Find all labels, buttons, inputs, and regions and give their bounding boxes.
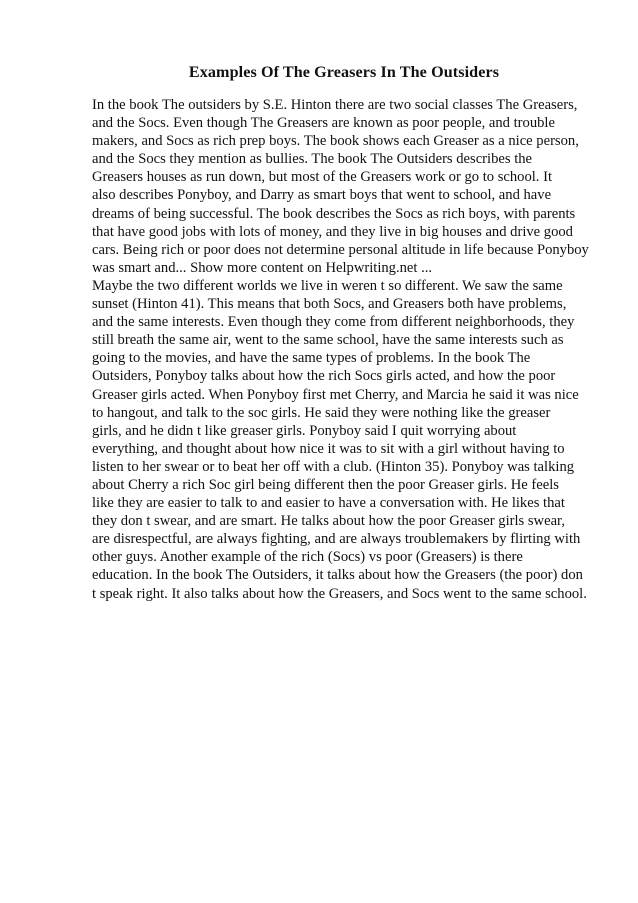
text-line: everything, and thought about how nice it was to sit with a girl without having to — [92, 440, 565, 457]
text-line: dreams of being successful. The book describes the Socs as rich boys, with parents — [92, 205, 576, 222]
text-line: like they are easier to talk to and easier to have a conversation with. He likes that — [92, 495, 565, 512]
text-line: going to the movies, and have the same types of problems. In the book The — [92, 350, 531, 367]
text-line: and the Socs. Even though The Greasers are known as poor people, and trouble — [92, 115, 555, 132]
text-line: Greasers houses as run down, but most of the Greasers work or go to school. It — [92, 169, 553, 186]
text-line: t speak right. It also talks about how the Greasers, and Socs went to the same school. — [92, 585, 587, 602]
text-line: cars. Being rich or poor does not determine personal altitude in life because Ponyboy — [92, 241, 589, 258]
text-line: and the same interests. Even though they come from different neighborhoods, they — [92, 314, 575, 331]
text-line: still breath the same air, went to the same school, have the same interests such as — [92, 332, 564, 349]
text-line: listen to her swear or to beat her off with a club. (Hinton 35). Ponyboy was talking — [92, 458, 575, 475]
text-line: Greaser girls acted. When Ponyboy first met Cherry, and Marcia he said it was nice — [92, 386, 579, 403]
text-line: also describes Ponyboy, and Darry as smart boys that went to school, and have — [92, 187, 552, 204]
text-line: they don t swear, and are smart. He talks about how the poor Greaser girls swear, — [92, 513, 565, 530]
text-line: and the Socs they mention as bullies. The book The Outsiders describes the — [92, 151, 533, 168]
text-line: education. In the book The Outsiders, it talks about how the Greasers (the poor) don — [92, 567, 583, 584]
text-line: Outsiders, Ponyboy talks about how the rich Socs girls acted, and how the poor — [92, 368, 556, 385]
text-line: to hangout, and talk to the soc girls. He said they were nothing like the greaser — [92, 404, 551, 421]
text-line: girls, and he didn t like greaser girls. Ponyboy said I quit worrying about — [92, 422, 517, 439]
text-line: In the book The outsiders by S.E. Hinton there are two social classes The Greasers, — [92, 97, 578, 113]
text-line: are disrespectful, are always fighting, and are always troublemakers by flirting with — [92, 531, 581, 548]
page-title: Examples Of The Greasers In The Outsiders — [188, 64, 500, 81]
text-line: sunset (Hinton 41). This means that both Socs, and Greasers both have problems, — [92, 296, 567, 313]
text-line: makers, and Socs as rich prep boys. The book shows each Greaser as a nice person, — [92, 133, 579, 150]
text-line: other guys. Another example of the rich (Socs) vs poor (Greasers) is there — [92, 549, 523, 566]
text-line: about Cherry a rich Soc girl being different then the poor Greaser girls. He feels — [92, 476, 559, 493]
text-line: Maybe the two different worlds we live in weren t so different. We saw the same — [92, 277, 563, 294]
text-line: was smart and... Show more content on Helpwriting.net ... — [92, 259, 433, 276]
body-text — [92, 96, 612, 603]
text-line: that have good jobs with lots of money, and they live in big houses and drive good — [92, 223, 573, 240]
